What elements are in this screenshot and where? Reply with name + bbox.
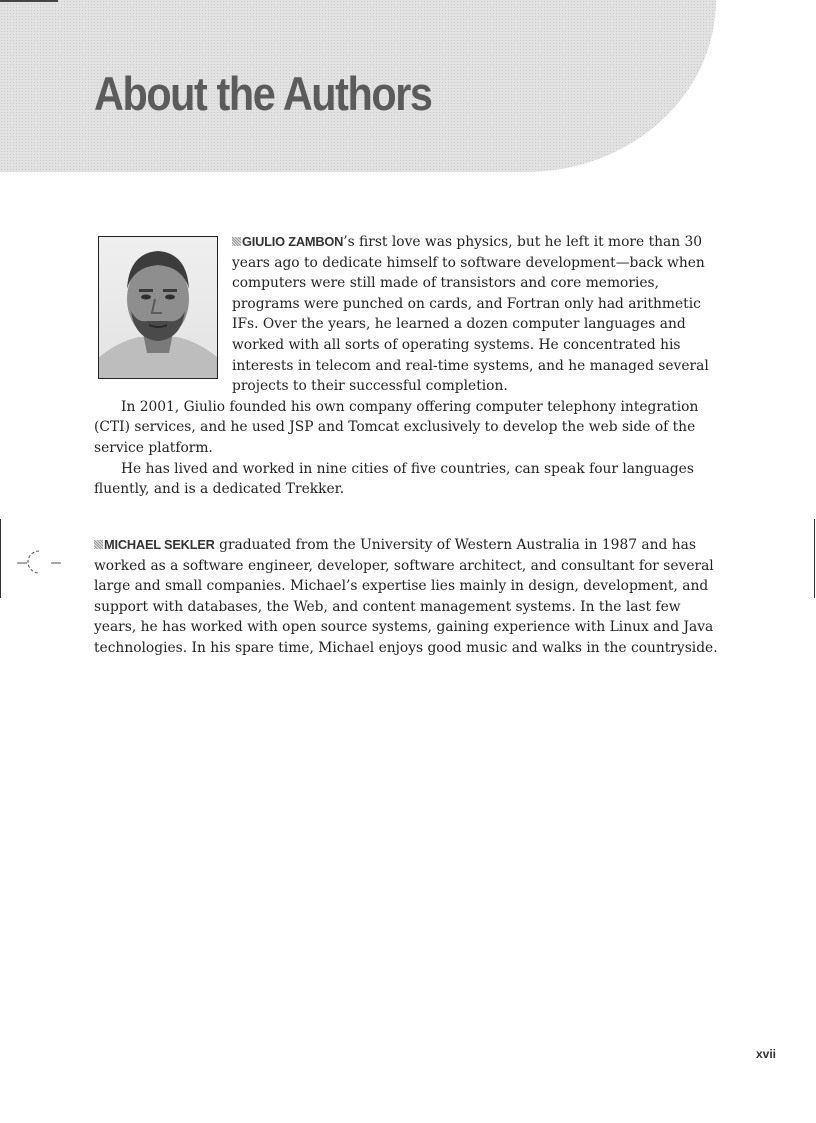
bio-text: graduated from the University of Western Australia in 1987 and has worked as a software engineer, developer, software architect, and consultant for several large and small companies. Michael’s expertise lies mainly in design, development, and support with databases, the Web, and content management systems. In the last few years, he has worked with open source systems, gaining experience with Linux and Java technologies. In his spare time, Michael enjoys good music and walks in the countryside. [94, 537, 718, 656]
bullet-marker-icon [232, 237, 241, 246]
bio-paragraph: He has lived and worked in nine cities of five countries, can speak four languages fluently, and is a dedicated Trekker. [94, 460, 694, 498]
margin-rule-right [814, 519, 815, 598]
bullet-marker-icon [94, 540, 103, 549]
registration-mark-icon [17, 546, 63, 576]
author-bio-michael-sekler [94, 535, 719, 659]
chapter-title: About the Authors [94, 67, 432, 120]
bio-text: ’s first love was physics, but he left it more than 30 years ago to dedicate himself to software development—back when computers were still made of transistors and core memories, programs were punched on cards, and Fortran only had arithmetic IFs. Over the years, he learned a dozen computer languages and worked with all sorts of operating systems. He concentrated his interests in telecom and real-time systems, and he managed several projects to their successful completion. [232, 234, 709, 395]
corner-rule [0, 0, 58, 2]
margin-rule-left [0, 519, 1, 598]
author-name: GIULIO ZAMBON [242, 234, 344, 249]
bio-paragraph [94, 535, 719, 659]
page-number: xvii [755, 1047, 776, 1061]
author-bio-giulio-zambon [94, 232, 719, 500]
author-name: MICHAEL SEKLER [104, 537, 215, 552]
bio-paragraph: In 2001, Giulio founded his own company offering computer telephony integration (CTI) services, and he used JSP and Tomcat exclusively to develop the web side of the service platform. [94, 398, 699, 456]
bio-paragraph-intro [94, 232, 719, 397]
